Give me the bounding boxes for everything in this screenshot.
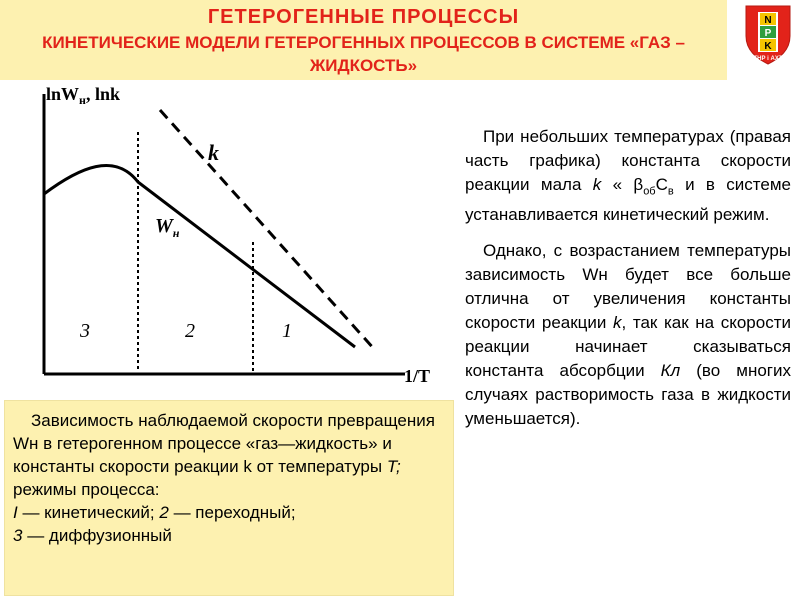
x-axis-label: 1/T: [404, 366, 431, 386]
slide-header: [0, 0, 727, 80]
logo-letter-k: K: [764, 41, 772, 52]
curve-k: [160, 110, 375, 350]
slide-subtitle: КИНЕТИЧЕСКИЕ МОДЕЛИ ГЕТЕРОГЕННЫХ ПРОЦЕССОВ В СИСТЕМЕ «ГАЗ – ЖИДКОСТЬ»: [42, 33, 685, 75]
label-k: k: [208, 140, 219, 165]
logo-letter-p: P: [764, 28, 772, 39]
explanation-paragraph-1: При небольших температурах (правая часть графика) константа скорости реакции мала k « $\beta_{об}С_в$ и в системе устанавливается кинетический режим.: [465, 127, 791, 225]
region-2: 2: [185, 320, 195, 342]
figure-caption: Зависимость наблюдаемой скорости превращения Wн в гетерогенном процессе «газ—жидкость» и константы скорости реакции k от температуры T; режимы процесса: I — кинетический; 2 — переходный; 3 — диффузионный: [4, 400, 454, 596]
logo-caption: ТНР і АХТ: [753, 56, 783, 62]
region-1: 1: [282, 320, 292, 342]
region-3: 3: [80, 320, 90, 342]
curve-wn: [44, 165, 355, 347]
slide-title: ГЕТЕРОГЕННЫЕ ПРОЦЕССЫ: [207, 6, 520, 28]
university-logo: [742, 2, 794, 66]
explanation-text: [465, 125, 791, 443]
logo-letter-n: N: [764, 15, 772, 26]
explanation-paragraph-2: Однако, с возрастанием температуры зависимость Wн будет все больше отлична от увеличения константы скорости реакции k, так как на скорости реакции начинает сказываться константа абсорбции Кл (во многих случаях растворимость газа в жидкости уменьшается).: [465, 241, 791, 429]
kinetics-graph: [10, 82, 455, 402]
y-axis-label: lnW$_н$, lnk: [46, 84, 120, 107]
label-wn: $W_н$: [155, 215, 180, 240]
